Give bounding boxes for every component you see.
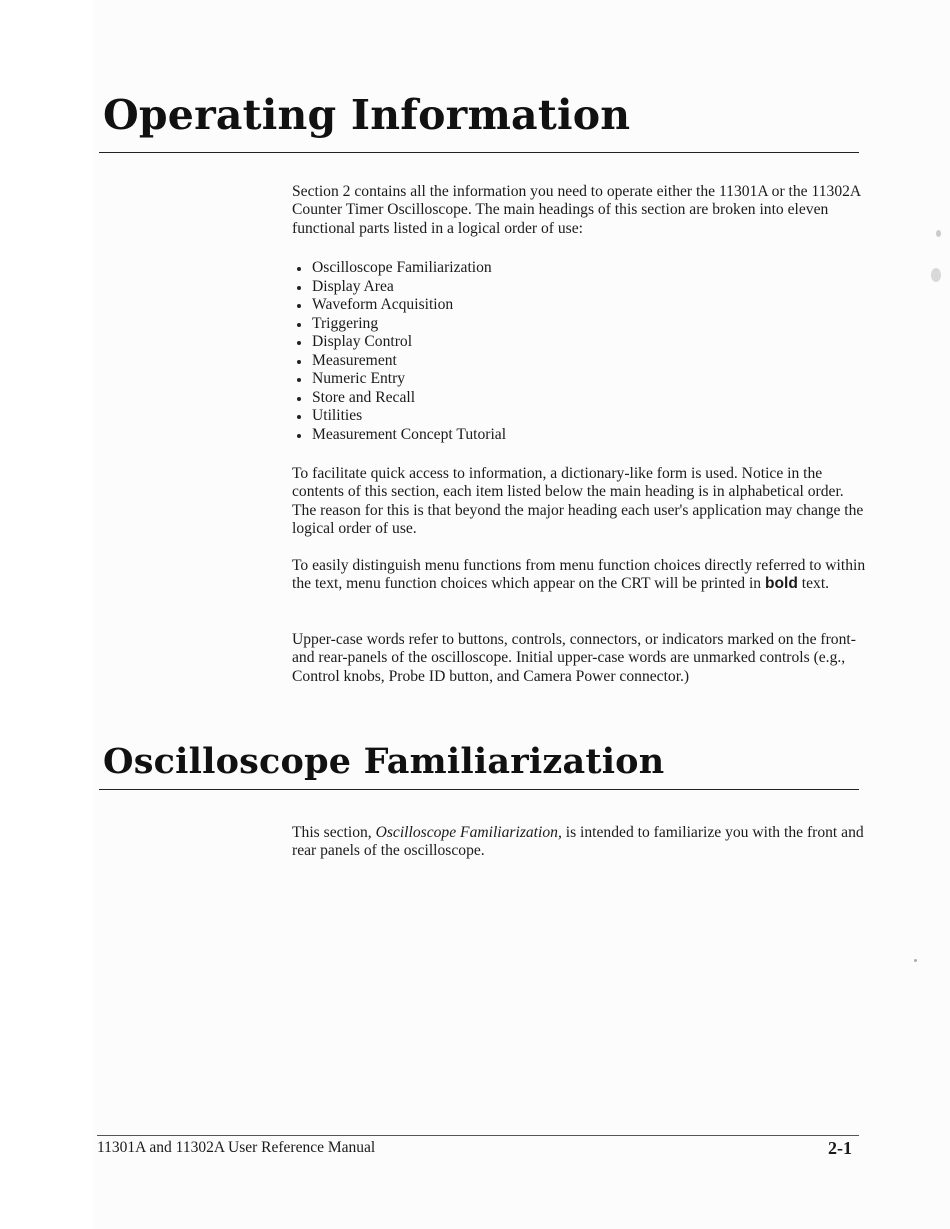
menu-functions-paragraph bbox=[292, 557, 867, 594]
upper-case-paragraph: Upper-case words refer to buttons, controls, connectors, or indicators marked on the front- and rear-panels of the oscilloscope. Initial upper-case words are unmarked controls (e.g., Control knobs, Probe ID button, and Camera Power connector.) bbox=[292, 631, 856, 685]
list-item: Display Area bbox=[292, 278, 506, 297]
familiarization-paragraph bbox=[292, 824, 867, 861]
page-margin-shade bbox=[0, 0, 94, 1229]
bold-example-word: bold bbox=[764, 575, 798, 593]
heading-rule bbox=[99, 789, 859, 790]
scan-speck bbox=[936, 230, 941, 237]
menu-text-after: text. bbox=[797, 575, 830, 593]
section-heading-oscilloscope-familiarization: Oscilloscope Familiarization bbox=[103, 741, 665, 782]
access-paragraph: To facilitate quick access to information, a dictionary-like form is used. Notice in the contents of this section, each item listed below the main heading is in alphabetical order. The reason for this is that beyond the major heading each user's application may change the logical order of use. bbox=[292, 465, 864, 538]
fam-text-after: is intended to familiarize you with the front and rear panels of the oscilloscope. bbox=[292, 824, 864, 860]
list-item: Measurement bbox=[292, 352, 506, 371]
list-item: Triggering bbox=[292, 315, 506, 334]
menu-text-before: To easily distinguish menu functions from menu function choices directly referred to within the text, menu function choices which appear on the CRT will be printed in bbox=[292, 557, 866, 593]
functional-parts-list bbox=[292, 259, 506, 444]
intro-paragraph: Section 2 contains all the information you need to operate either the 11301A or the 11302A Counter Timer Oscilloscope. The main headings of this section are broken into eleven functional parts listed in a logical order of use: bbox=[292, 183, 861, 237]
page-number: 2-1 bbox=[828, 1138, 852, 1158]
scan-speck bbox=[931, 268, 941, 282]
footer-manual-title: 11301A and 11302A User Reference Manual bbox=[97, 1139, 376, 1156]
list-item: Utilities bbox=[292, 407, 506, 426]
fam-text-before: This section, bbox=[292, 824, 376, 841]
list-item: Waveform Acquisition bbox=[292, 296, 506, 315]
list-item: Measurement Concept Tutorial bbox=[292, 426, 506, 445]
list-item: Store and Recall bbox=[292, 389, 506, 408]
list-item: Numeric Entry bbox=[292, 370, 506, 389]
footer-rule bbox=[97, 1135, 859, 1136]
list-item: Oscilloscope Familiarization bbox=[292, 259, 506, 278]
section-heading-operating-information: Operating Information bbox=[103, 91, 631, 139]
list-item: Display Control bbox=[292, 333, 506, 352]
fam-italic-title: Oscilloscope Familiarization, bbox=[375, 824, 562, 841]
heading-rule bbox=[99, 152, 859, 153]
scan-speck bbox=[914, 959, 917, 962]
